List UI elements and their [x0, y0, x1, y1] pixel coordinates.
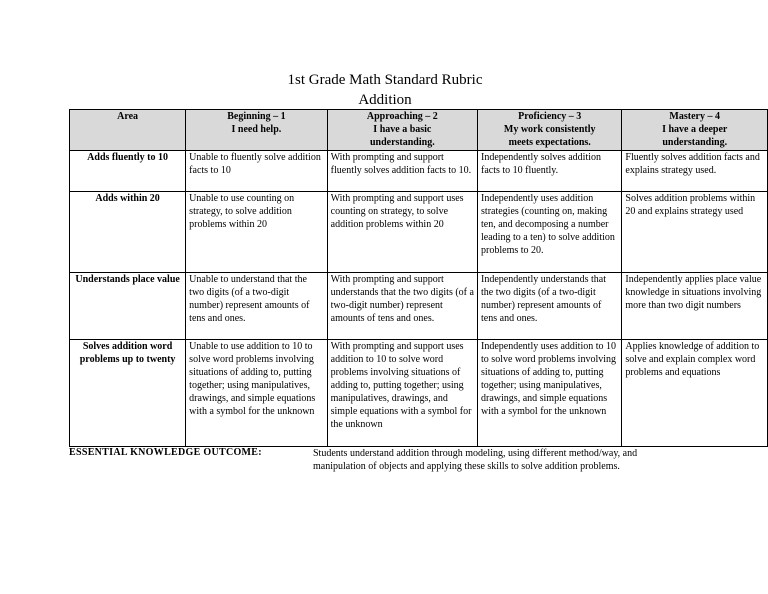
table-cell: With prompting and support fluently solves addition facts to 10. — [327, 151, 477, 192]
header-approaching — [327, 110, 477, 151]
document-subtitle: Addition — [358, 92, 412, 108]
header-line: I have a basic — [373, 124, 432, 135]
document-title: 1st Grade Math Standard Rubric — [287, 72, 483, 88]
header-line: Beginning – 1 — [227, 111, 286, 122]
table-row — [70, 192, 768, 273]
row-area-label: Adds fluently to 10 — [70, 151, 186, 192]
header-line: I need help. — [231, 124, 282, 135]
table-cell: Independently understands that the two digits (of a two-digit number) represent amounts of tens and ones. — [478, 273, 622, 340]
header-proficiency — [478, 110, 622, 151]
outcome-line: manipulation of objects and applying these skills to solve addition problems. — [313, 461, 620, 472]
table-row — [70, 340, 768, 447]
table-cell: Solves addition problems within 20 and explains strategy used — [622, 192, 768, 273]
row-area-label: Solves addition word problems up to twenty — [70, 340, 186, 447]
table-cell: Independently uses addition to 10 to solve word problems involving situations of adding to, putting together; using manipulatives, drawings, and simple equations with a symbol for the unknown — [478, 340, 622, 447]
header-line: I have a deeper — [662, 124, 728, 135]
header-mastery — [622, 110, 768, 151]
table-cell: Unable to fluently solve addition facts to 10 — [186, 151, 327, 192]
header-line: understanding. — [662, 137, 728, 148]
header-line: Approaching – 2 — [366, 111, 438, 122]
header-area — [70, 110, 186, 151]
table-cell: With prompting and support uses counting on strategy, to solve addition problems within 20 — [327, 192, 477, 273]
header-line: meets expectations. — [508, 137, 591, 148]
table-cell: Unable to understand that the two digits (of a two-digit number) represent amounts of tens and ones. — [186, 273, 327, 340]
row-area-label: Adds within 20 — [70, 192, 186, 273]
header-row — [70, 110, 768, 151]
row-area-label: Understands place value — [70, 273, 186, 340]
table-row — [70, 151, 768, 192]
rubric-table — [69, 109, 768, 447]
outcome-line: Students understand addition through modeling, using different method/way, and — [313, 448, 638, 459]
header-line: Mastery – 4 — [669, 111, 720, 122]
header-beginning — [186, 110, 327, 151]
header-line: Area — [117, 111, 139, 122]
table-cell: Applies knowledge of addition to solve and explain complex word problems and equations — [622, 340, 768, 447]
table-cell: Independently applies place value knowledge in situations involving more than two digit numbers — [622, 273, 768, 340]
table-cell: Independently uses addition strategies (counting on, making ten, and decomposing a number leading to a ten) to solve addition problems to 20. — [478, 192, 622, 273]
table-row — [70, 273, 768, 340]
table-cell: With prompting and support uses addition to 10 to solve word problems involving situations of adding to, putting together; using manipulatives, drawings, and simple equations with a symbol for the unknown — [327, 340, 477, 447]
header-line: understanding. — [369, 137, 435, 148]
header-line: Proficiency – 3 — [518, 111, 582, 122]
table-cell: Unable to use addition to 10 to solve word problems involving situations of adding to, putting together; using manipulatives, drawings, and simple equations with a symbol for the unknown — [186, 340, 327, 447]
header-line: My work consistently — [503, 124, 596, 135]
essential-outcome-label: ESSENTIAL KNOWLEDGE OUTCOME: — [69, 447, 262, 458]
table-cell: Fluently solves addition facts and explains strategy used. — [622, 151, 768, 192]
essential-outcome-text — [313, 447, 713, 473]
table-cell: With prompting and support understands that the two digits (of a two-digit number) represent amounts of tens and ones. — [327, 273, 477, 340]
table-cell: Independently solves addition facts to 10 fluently. — [478, 151, 622, 192]
table-cell: Unable to use counting on strategy, to solve addition problems within 20 — [186, 192, 327, 273]
